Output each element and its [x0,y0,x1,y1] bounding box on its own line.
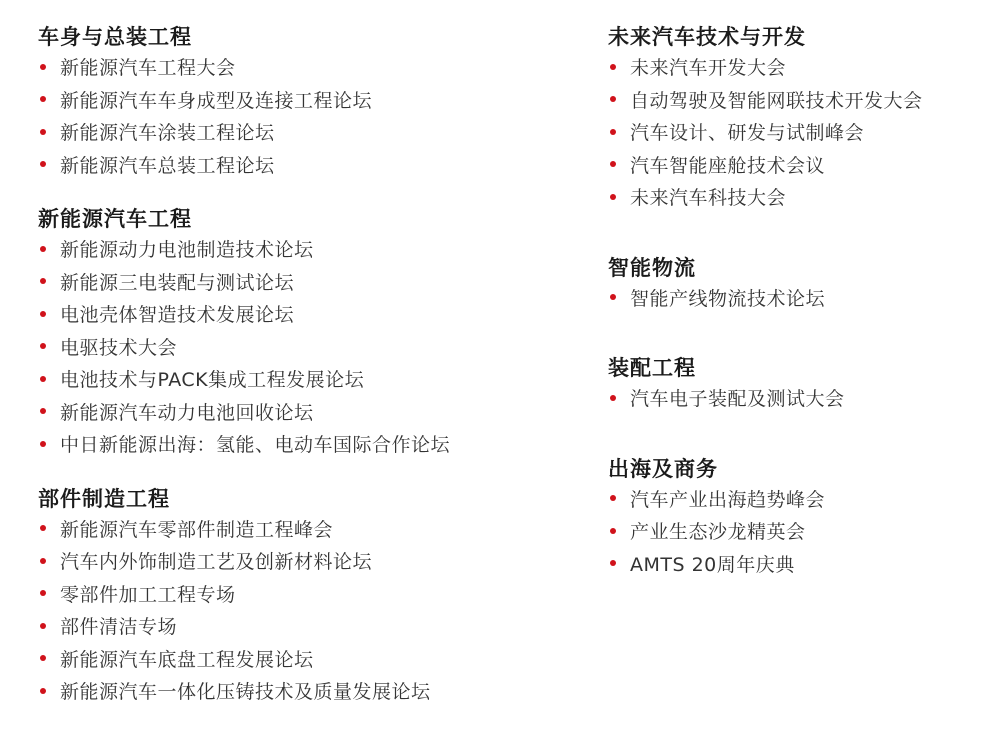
item-label: 部件清洁专场 [60,616,178,638]
list-item [38,267,578,300]
section-list [38,514,578,709]
list-item [608,383,988,416]
list-item [608,549,988,582]
section-future-auto-tech [608,22,988,215]
item-label: 电池技术与PACK集成工程发展论坛 [60,369,365,391]
list-item [608,484,988,517]
list-item [38,429,578,462]
list-item [38,364,578,397]
item-label: 新能源汽车车身成型及连接工程论坛 [60,89,373,112]
list-item [608,516,988,549]
list-item [38,299,578,332]
item-label: 新能源汽车一体化压铸技术及质量发展论坛 [60,681,431,703]
section-assembly-engineering [608,353,988,416]
bullet-icon [40,525,46,531]
bullet-icon [40,278,46,284]
section-list [608,484,988,582]
list-item [38,676,578,709]
list-item [38,514,578,547]
section-list [38,52,578,182]
section-body-assembly [38,22,578,182]
bullet-icon [40,129,46,135]
item-label: 汽车智能座舱技术会议 [630,154,826,177]
bullet-icon [40,623,46,629]
item-label: 新能源汽车动力电池回收论坛 [60,401,314,424]
section-smart-logistics [608,253,988,316]
bullet-icon [610,129,616,135]
item-label: 汽车产业出海趋势峰会 [630,488,826,511]
list-item [38,117,578,150]
section-list [38,234,578,462]
section-title: 出海及商务 [608,456,718,481]
item-label: 智能产线物流技术论坛 [630,287,826,310]
list-item [38,234,578,267]
section-spacer [608,416,988,454]
bullet-icon [40,96,46,102]
item-label: 新能源汽车总装工程论坛 [60,154,275,177]
item-label: 未来汽车开发大会 [630,57,787,79]
bullet-icon [610,294,616,300]
item-label: 电驱技术大会 [60,336,178,359]
item-label: 新能源汽车零部件制造工程峰会 [60,518,334,541]
list-item [38,332,578,365]
section-list [608,52,988,215]
item-label: 汽车内外饰制造工艺及创新材料论坛 [60,551,373,573]
list-item [38,546,578,579]
bullet-icon [40,558,46,564]
bullet-icon [610,64,616,70]
right-column [608,22,988,581]
list-item [38,611,578,644]
list-item [608,182,988,215]
item-label: AMTS 20周年庆典 [630,553,795,576]
bullet-icon [40,655,46,661]
list-item [608,52,988,85]
bullet-icon [40,161,46,167]
section-title: 装配工程 [608,356,696,380]
list-item [38,644,578,677]
item-label: 产业生态沙龙精英会 [630,521,806,543]
section-spacer [608,315,988,353]
bullet-icon [40,64,46,70]
bullet-icon [610,395,616,401]
section-title: 未来汽车技术与开发 [608,25,806,49]
bullet-icon [40,246,46,252]
item-label: 零部件加工工程专场 [60,583,236,606]
section-title: 部件制造工程 [38,486,170,511]
list-item [38,150,578,183]
item-label: 新能源汽车涂装工程论坛 [60,122,275,144]
item-label: 新能源动力电池制造技术论坛 [60,239,314,261]
list-item [38,397,578,430]
bullet-icon [610,96,616,102]
item-label: 汽车电子装配及测试大会 [630,388,845,410]
list-item [608,283,988,316]
section-list [608,283,988,316]
bullet-icon [40,688,46,694]
section-title: 车身与总装工程 [38,25,192,49]
list-item [608,150,988,183]
item-label: 新能源汽车底盘工程发展论坛 [60,648,314,671]
section-title: 智能物流 [608,255,696,280]
bullet-icon [610,194,616,200]
bullet-icon [610,528,616,534]
bullet-icon [610,560,616,566]
bullet-icon [40,343,46,349]
bullet-icon [40,311,46,317]
left-column [38,22,578,709]
section-nev-engineering [38,204,578,462]
bullet-icon [610,495,616,501]
list-item [608,117,988,150]
item-label: 电池壳体智造技术发展论坛 [60,304,295,326]
item-label: 新能源汽车工程大会 [60,57,236,79]
item-label: 未来汽车科技大会 [630,187,787,209]
list-item [38,85,578,118]
item-label: 中日新能源出海：氢能、电动车国际合作论坛 [60,434,451,456]
item-label: 新能源三电装配与测试论坛 [60,271,295,294]
section-parts-manufacturing [38,484,578,709]
bullet-icon [40,408,46,414]
section-list [608,383,988,416]
section-title: 新能源汽车工程 [38,207,192,231]
bullet-icon [40,590,46,596]
bullet-icon [40,376,46,382]
section-overseas-business [608,454,988,582]
item-label: 自动驾驶及智能网联技术开发大会 [630,89,923,112]
section-spacer [38,182,578,204]
bullet-icon [40,441,46,447]
list-item [608,85,988,118]
item-label: 汽车设计、研发与试制峰会 [630,122,865,144]
section-spacer [38,462,578,484]
bullet-icon [610,161,616,167]
section-spacer [608,215,988,253]
list-item [38,52,578,85]
list-item [38,579,578,612]
